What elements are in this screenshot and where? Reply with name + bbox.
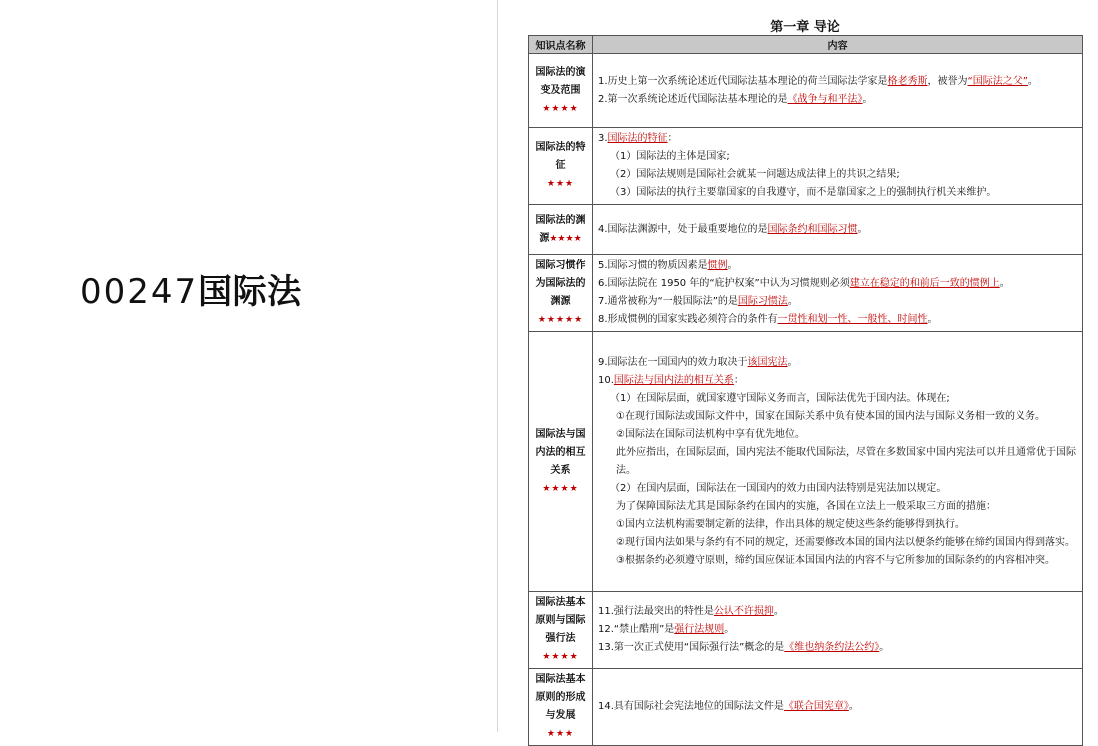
content-line xyxy=(598,354,1077,372)
table-row xyxy=(529,128,1083,205)
course-code: 00247 xyxy=(80,272,199,312)
table-row xyxy=(529,54,1083,128)
content-line: ①国内立法机构需要制定新的法律，作出具体的规定使这些条约能够得到执行。 xyxy=(616,518,965,530)
knowledge-content xyxy=(593,54,1083,128)
highlight-term: “国际法之父” xyxy=(967,75,1028,87)
header-content: 内容 xyxy=(593,36,1083,54)
content-line xyxy=(598,275,1077,293)
knowledge-content xyxy=(593,128,1083,205)
text: 13.第一次正式使用“国际强行法”概念的是 xyxy=(598,642,785,653)
content-line: （2）国际法规则是国际社会就某一问题达成法律上的共识之结果; xyxy=(610,169,900,180)
star-rating: ★★★★★ xyxy=(537,315,584,325)
knowledge-point-name xyxy=(529,205,593,255)
text: 3. xyxy=(598,133,608,144)
star-rating: ★★★★ xyxy=(542,652,579,662)
content-line xyxy=(598,603,1077,621)
text: ，被誉为 xyxy=(927,75,968,87)
text: 7.通常被称为“一般国际法”的是 xyxy=(598,296,738,307)
row-name: 国际法的渊源 xyxy=(535,214,586,244)
knowledge-point-name xyxy=(529,255,593,332)
highlight-term: 格老秀斯 xyxy=(887,75,928,87)
table-row xyxy=(529,592,1083,669)
star-rating: ★★★★ xyxy=(549,233,582,244)
text: 9.国际法在一国国内的效力取决于 xyxy=(598,356,748,368)
text: 。 xyxy=(724,624,735,635)
text: 5.国际习惯的物质因素是 xyxy=(598,260,708,271)
text: 11.强行法最突出的特性是 xyxy=(598,606,714,617)
highlight-term: 一贯性和划一性、一般性、时间性 xyxy=(777,314,928,325)
highlight-term: 《维也纳条约法公约》 xyxy=(784,642,880,653)
text: 。 xyxy=(787,296,798,307)
table-row xyxy=(529,255,1083,332)
knowledge-point-name xyxy=(529,54,593,128)
highlight-term: 《战争与和平法》 xyxy=(787,93,863,105)
text: 。 xyxy=(927,314,938,325)
text: 6.国际法院在 1950 年的“庇护权案”中认为习惯规则必须 xyxy=(598,278,850,289)
content-line: 为了保障国际法尤其是国际条约在国内的实施，各国在立法上一般采取三方面的措施： xyxy=(616,500,996,512)
row-name: 国际法的演变及范围 xyxy=(535,66,586,96)
row-name: 国际法基本原则与国际强行法 xyxy=(535,597,586,644)
text: 4.国际法渊源中，处于最重要地位的是 xyxy=(598,223,768,235)
knowledge-content xyxy=(593,332,1083,592)
star-rating: ★★★ xyxy=(546,729,575,739)
text: 。 xyxy=(879,642,890,653)
table-header-row xyxy=(529,36,1083,54)
course-title: 国际法 xyxy=(198,272,302,312)
star-rating: ★★★ xyxy=(546,179,575,189)
knowledge-content xyxy=(593,669,1083,746)
cover-page xyxy=(0,0,497,732)
highlight-term: 国际习惯法 xyxy=(737,296,788,307)
text: 。 xyxy=(727,260,738,271)
text: 12.“禁止酷刑”是 xyxy=(598,624,675,635)
knowledge-content xyxy=(593,205,1083,255)
highlight-term: 惯例 xyxy=(707,260,728,271)
content-line xyxy=(598,221,1077,239)
content-line xyxy=(598,621,1077,639)
text: 2.第一次系统论述近代国际法基本理论的是 xyxy=(598,93,788,105)
knowledge-point-name xyxy=(529,332,593,592)
highlight-term: 《联合国宪章》 xyxy=(783,701,849,712)
content-line: ③根据条约必须遵守原则，缔约国应保证本国国内法的内容不与它所参加的国际条约的内容相冲突。 xyxy=(616,554,1055,566)
highlight-term: 国际条约和国际习惯 xyxy=(767,223,858,235)
content-line xyxy=(598,293,1077,311)
row-name: 国际法的特征 xyxy=(535,142,586,171)
content-line xyxy=(598,639,1077,657)
content-line: ②现行国内法如果与条约有不同的规定，还需要修改本国的国内法以便条约能够在缔约国国内得到落实。 xyxy=(616,536,1075,548)
knowledge-content xyxy=(593,592,1083,669)
text: 。 xyxy=(857,223,868,235)
content-line: ②国际法在国际司法机构中享有优先地位。 xyxy=(616,428,805,440)
content-line: （1）在国际层面，就国家遵守国际义务而言，国际法优先于国内法。体现在; xyxy=(610,392,950,404)
highlight-term: 建立在稳定的和前后一致的惯例上 xyxy=(849,278,1000,289)
knowledge-point-name xyxy=(529,592,593,669)
highlight-term: 国际法与国内法的相互关系 xyxy=(613,374,734,386)
content-line: （1）国际法的主体是国家; xyxy=(610,151,730,162)
table-row xyxy=(529,205,1083,255)
content-line: （3）国际法的执行主要靠国家的自我遵守，而不是靠国家之上的强制执行机关来维护。 xyxy=(610,187,997,198)
row-name: 国际法与国内法的相互关系 xyxy=(535,428,586,476)
content-line xyxy=(598,372,1077,390)
text: 。 xyxy=(848,701,859,712)
star-rating: ★★★★ xyxy=(542,483,579,494)
content-line: ①在现行国际法或国际文件中，国家在国际关系中负有使本国的国内法与国际义务相一致的义务。 xyxy=(616,410,1045,422)
knowledge-content xyxy=(593,255,1083,332)
highlight-term: 该国宪法 xyxy=(747,356,788,368)
text: 。 xyxy=(773,606,784,617)
highlight-term: 公认不许损抑 xyxy=(713,606,774,617)
text: 14.具有国际社会宪法地位的国际法文件是 xyxy=(598,701,784,712)
knowledge-table xyxy=(528,35,1083,746)
content-line xyxy=(598,130,1077,148)
cover-title xyxy=(80,264,302,313)
content-line xyxy=(598,257,1077,275)
highlight-term: 强行法规则 xyxy=(674,624,725,635)
text: 。 xyxy=(862,93,873,105)
chapter-title: 第一章 导论 xyxy=(770,20,840,35)
text: 1.历史上第一次系统论述近代国际法基本理论的荷兰国际法学家是 xyxy=(598,75,888,87)
table-row xyxy=(529,669,1083,746)
text: 10. xyxy=(598,374,614,386)
header-name: 知识点名称 xyxy=(529,36,593,54)
content-line xyxy=(598,73,1077,91)
content-line: （2）在国内层面，国际法在一国国内的效力由国内法特别是宪法加以规定。 xyxy=(610,482,947,494)
content-line: 此外应指出，在国际层面，国内宪法不能取代国际法，尽管在多数国家中国内宪法可以并且通常优于国际法。 xyxy=(616,446,1076,476)
text: ： xyxy=(733,374,744,386)
content-line xyxy=(598,698,1077,716)
text: ： xyxy=(667,133,678,144)
content-line xyxy=(598,311,1077,329)
row-name: 国际习惯作为国际法的渊源 xyxy=(535,260,586,307)
row-name: 国际法基本原则的形成与发展 xyxy=(535,674,586,721)
star-rating: ★★★★ xyxy=(542,103,579,114)
table-row xyxy=(529,332,1083,592)
content-page xyxy=(498,0,1098,739)
text: 。 xyxy=(787,356,798,368)
knowledge-point-name xyxy=(529,669,593,746)
knowledge-point-name xyxy=(529,128,593,205)
highlight-term: 国际法的特征 xyxy=(607,133,668,144)
text: 。 xyxy=(1027,75,1038,87)
text: 。 xyxy=(999,278,1010,289)
content-line xyxy=(598,91,1077,109)
text: 8.形成惯例的国家实践必须符合的条件有 xyxy=(598,314,778,325)
